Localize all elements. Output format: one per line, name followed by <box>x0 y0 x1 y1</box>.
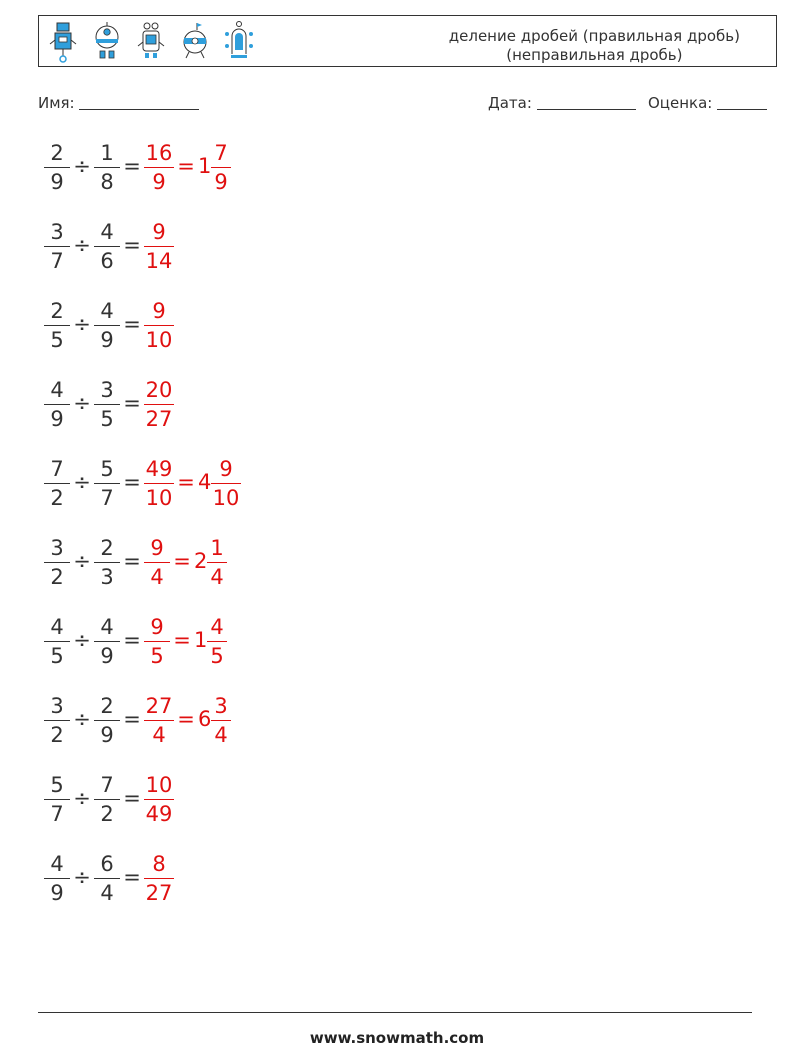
dividend-fraction-numerator: 5 <box>50 773 64 797</box>
answer-fraction-bar <box>144 720 174 721</box>
dividend-fraction <box>44 772 70 827</box>
dividend-fraction <box>44 614 70 669</box>
answer-fraction <box>144 377 174 432</box>
mixed-fraction-numerator: 7 <box>214 141 228 165</box>
mixed-fraction-denominator: 5 <box>210 644 224 668</box>
divisor-fraction-bar <box>94 404 120 405</box>
divide-sign: ÷ <box>73 865 91 889</box>
mixed-equals-sign: = <box>173 628 191 652</box>
answer-fraction <box>144 614 170 669</box>
answer-fraction-bar <box>144 799 174 800</box>
robot-icon-1 <box>47 20 79 64</box>
divide-sign: ÷ <box>73 312 91 336</box>
divisor-fraction-numerator: 5 <box>100 457 114 481</box>
mixed-fraction <box>207 535 227 590</box>
mixed-fraction-numerator: 1 <box>210 536 224 560</box>
answer-fraction-denominator: 27 <box>145 881 173 905</box>
mixed-fraction <box>211 456 241 511</box>
mixed-whole: 4 <box>198 470 212 494</box>
answer-fraction-numerator: 16 <box>145 141 173 165</box>
answer-fraction-denominator: 27 <box>145 407 173 431</box>
divide-sign: ÷ <box>73 233 91 257</box>
dividend-fraction-denominator: 9 <box>50 407 64 431</box>
mixed-equals-sign: = <box>177 707 195 731</box>
divisor-fraction <box>94 693 120 748</box>
equals-sign: = <box>123 470 141 494</box>
answer-fraction-denominator: 4 <box>152 723 166 747</box>
divisor-fraction-bar <box>94 483 120 484</box>
dividend-fraction-denominator: 7 <box>50 802 64 826</box>
divisor-fraction-bar <box>94 799 120 800</box>
answer-fraction-bar <box>144 404 174 405</box>
dividend-fraction <box>44 851 70 906</box>
date-blank[interactable] <box>537 94 636 110</box>
divisor-fraction-numerator: 4 <box>100 299 114 323</box>
divisor-fraction <box>94 377 120 432</box>
dividend-fraction-numerator: 2 <box>50 299 64 323</box>
divide-sign: ÷ <box>73 707 91 731</box>
answer-fraction-numerator: 8 <box>152 852 166 876</box>
dividend-fraction-numerator: 4 <box>50 615 64 639</box>
date-label: Дата: <box>488 94 532 112</box>
divisor-fraction <box>94 298 120 353</box>
date-field <box>488 94 636 112</box>
divisor-fraction-bar <box>94 720 120 721</box>
dividend-fraction-numerator: 3 <box>50 694 64 718</box>
dividend-fraction-numerator: 4 <box>50 378 64 402</box>
divisor-fraction <box>94 219 120 274</box>
answer-fraction <box>144 456 174 511</box>
divide-sign: ÷ <box>73 391 91 415</box>
answer-fraction <box>144 851 174 906</box>
dividend-fraction <box>44 219 70 274</box>
robot-icon-2 <box>91 20 123 64</box>
mixed-fraction-denominator: 10 <box>212 486 240 510</box>
answer-fraction-bar <box>144 483 174 484</box>
mixed-fraction <box>211 140 231 195</box>
dividend-fraction-bar <box>44 483 70 484</box>
divisor-fraction <box>94 614 120 669</box>
divisor-fraction-numerator: 2 <box>100 536 114 560</box>
dividend-fraction-denominator: 2 <box>50 723 64 747</box>
equals-sign: = <box>123 865 141 889</box>
answer-fraction-numerator: 9 <box>150 536 164 560</box>
mixed-fraction-numerator: 3 <box>214 694 228 718</box>
dividend-fraction <box>44 377 70 432</box>
dividend-fraction-bar <box>44 878 70 879</box>
divisor-fraction-numerator: 7 <box>100 773 114 797</box>
mixed-fraction-bar <box>211 720 231 721</box>
answer-fraction-denominator: 10 <box>145 328 173 352</box>
mixed-equals-sign: = <box>173 549 191 573</box>
divisor-fraction-denominator: 9 <box>100 644 114 668</box>
mixed-whole: 6 <box>198 707 212 731</box>
score-field <box>648 94 767 112</box>
name-blank[interactable] <box>79 94 199 110</box>
dividend-fraction-denominator: 9 <box>50 881 64 905</box>
dividend-fraction-numerator: 3 <box>50 220 64 244</box>
mixed-fraction-denominator: 4 <box>214 723 228 747</box>
divisor-fraction-numerator: 2 <box>100 694 114 718</box>
answer-fraction-bar <box>144 325 174 326</box>
dividend-fraction-numerator: 7 <box>50 457 64 481</box>
dividend-fraction <box>44 298 70 353</box>
answer-fraction-numerator: 10 <box>145 773 173 797</box>
dividend-fraction-numerator: 2 <box>50 141 64 165</box>
equals-sign: = <box>123 786 141 810</box>
title-line-2: (неправильная дробь) <box>506 46 683 64</box>
answer-fraction-denominator: 5 <box>150 644 164 668</box>
divisor-fraction-denominator: 4 <box>100 881 114 905</box>
divisor-fraction-denominator: 6 <box>100 249 114 273</box>
divisor-fraction-numerator: 4 <box>100 220 114 244</box>
divisor-fraction <box>94 140 120 195</box>
mixed-equals-sign: = <box>177 470 195 494</box>
title-line-1: деление дробей (правильная дробь) <box>448 27 740 45</box>
mixed-fraction-denominator: 4 <box>210 565 224 589</box>
mixed-fraction-bar <box>211 167 231 168</box>
answer-fraction <box>144 693 174 748</box>
dividend-fraction-denominator: 9 <box>50 170 64 194</box>
name-field <box>38 94 199 112</box>
divisor-fraction-bar <box>94 878 120 879</box>
answer-fraction-bar <box>144 167 174 168</box>
dividend-fraction-bar <box>44 325 70 326</box>
divide-sign: ÷ <box>73 154 91 178</box>
dividend-fraction-bar <box>44 720 70 721</box>
divisor-fraction-denominator: 2 <box>100 802 114 826</box>
divisor-fraction <box>94 851 120 906</box>
divide-sign: ÷ <box>73 786 91 810</box>
answer-fraction-denominator: 49 <box>145 802 173 826</box>
mixed-fraction-numerator: 4 <box>210 615 224 639</box>
answer-fraction <box>144 140 174 195</box>
dividend-fraction <box>44 535 70 590</box>
divisor-fraction-denominator: 8 <box>100 170 114 194</box>
answer-fraction-bar <box>144 878 174 879</box>
answer-fraction-bar <box>144 641 170 642</box>
robot-icon-5 <box>223 20 255 64</box>
mixed-fraction-numerator: 9 <box>219 457 233 481</box>
dividend-fraction-bar <box>44 404 70 405</box>
dividend-fraction-bar <box>44 799 70 800</box>
robot-icon-3 <box>135 20 167 64</box>
answer-fraction-bar <box>144 562 170 563</box>
divisor-fraction-numerator: 1 <box>100 141 114 165</box>
answer-fraction-numerator: 9 <box>150 615 164 639</box>
footer-divider <box>38 1012 752 1013</box>
divisor-fraction-bar <box>94 246 120 247</box>
answer-fraction-denominator: 4 <box>150 565 164 589</box>
answer-fraction-denominator: 14 <box>145 249 173 273</box>
divisor-fraction-numerator: 4 <box>100 615 114 639</box>
answer-fraction-numerator: 49 <box>145 457 173 481</box>
answer-fraction <box>144 298 174 353</box>
name-label: Имя: <box>38 94 75 112</box>
answer-fraction-denominator: 10 <box>145 486 173 510</box>
footer-url: www.snowmath.com <box>309 1029 485 1047</box>
divisor-fraction-bar <box>94 167 120 168</box>
divide-sign: ÷ <box>73 470 91 494</box>
divisor-fraction-numerator: 6 <box>100 852 114 876</box>
equals-sign: = <box>123 707 141 731</box>
equals-sign: = <box>123 549 141 573</box>
divisor-fraction-numerator: 3 <box>100 378 114 402</box>
equals-sign: = <box>123 391 141 415</box>
divisor-fraction <box>94 535 120 590</box>
dividend-fraction <box>44 456 70 511</box>
dividend-fraction-denominator: 5 <box>50 644 64 668</box>
divisor-fraction-bar <box>94 641 120 642</box>
answer-fraction <box>144 772 174 827</box>
mixed-fraction-bar <box>207 641 227 642</box>
dividend-fraction-numerator: 4 <box>50 852 64 876</box>
dividend-fraction-numerator: 3 <box>50 536 64 560</box>
divide-sign: ÷ <box>73 628 91 652</box>
dividend-fraction-bar <box>44 641 70 642</box>
equals-sign: = <box>123 312 141 336</box>
divisor-fraction-denominator: 5 <box>100 407 114 431</box>
score-label: Оценка: <box>648 94 713 112</box>
divisor-fraction <box>94 456 120 511</box>
robot-icon-4 <box>179 20 211 64</box>
divisor-fraction <box>94 772 120 827</box>
answer-fraction-denominator: 9 <box>152 170 166 194</box>
equals-sign: = <box>123 233 141 257</box>
answer-fraction-numerator: 20 <box>145 378 173 402</box>
dividend-fraction-bar <box>44 246 70 247</box>
answer-fraction <box>144 219 174 274</box>
mixed-fraction-bar <box>207 562 227 563</box>
dividend-fraction <box>44 140 70 195</box>
robot-icons <box>47 20 255 64</box>
mixed-fraction-denominator: 9 <box>214 170 228 194</box>
divide-sign: ÷ <box>73 549 91 573</box>
divisor-fraction-bar <box>94 562 120 563</box>
answer-fraction-numerator: 27 <box>145 694 173 718</box>
mixed-fraction <box>207 614 227 669</box>
dividend-fraction-denominator: 7 <box>50 249 64 273</box>
mixed-whole: 1 <box>194 628 208 652</box>
divisor-fraction-denominator: 9 <box>100 723 114 747</box>
dividend-fraction-denominator: 5 <box>50 328 64 352</box>
dividend-fraction-denominator: 2 <box>50 486 64 510</box>
mixed-fraction <box>211 693 231 748</box>
equals-sign: = <box>123 628 141 652</box>
answer-fraction <box>144 535 170 590</box>
answer-fraction-bar <box>144 246 174 247</box>
mixed-whole: 2 <box>194 549 208 573</box>
divisor-fraction-denominator: 7 <box>100 486 114 510</box>
mixed-fraction-bar <box>211 483 241 484</box>
worksheet-title <box>449 27 740 65</box>
divisor-fraction-bar <box>94 325 120 326</box>
mixed-whole: 1 <box>198 154 212 178</box>
divisor-fraction-denominator: 9 <box>100 328 114 352</box>
dividend-fraction-bar <box>44 167 70 168</box>
answer-fraction-numerator: 9 <box>152 299 166 323</box>
dividend-fraction-bar <box>44 562 70 563</box>
worksheet-header <box>38 15 777 67</box>
answer-fraction-numerator: 9 <box>152 220 166 244</box>
mixed-equals-sign: = <box>177 154 195 178</box>
equals-sign: = <box>123 154 141 178</box>
score-blank[interactable] <box>717 94 767 110</box>
dividend-fraction-denominator: 2 <box>50 565 64 589</box>
divisor-fraction-denominator: 3 <box>100 565 114 589</box>
dividend-fraction <box>44 693 70 748</box>
